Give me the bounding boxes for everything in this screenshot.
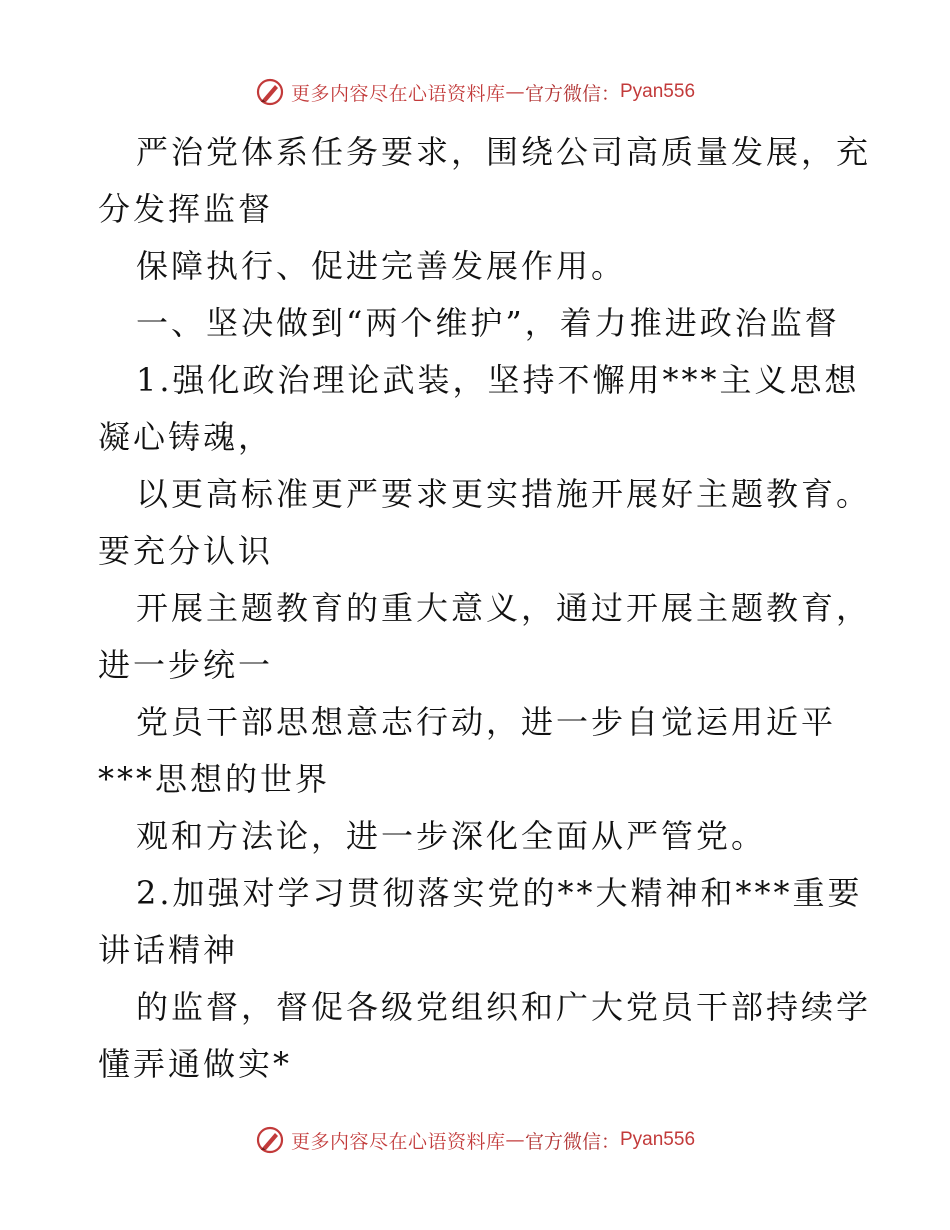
watermark-prefix: 更多内容尽在心语资料库 — [290, 82, 506, 105]
text-line: ***思想的世界 — [98, 760, 331, 798]
watermark-prefix: 更多内容尽在心语资料库 — [290, 1130, 506, 1153]
text-line: 讲话精神 — [98, 931, 239, 969]
text-line: 观和方法论，进一步深化全面从严管党。 — [136, 817, 767, 855]
text-line: 党员干部思想意志行动，进一步自觉运用近平 — [136, 703, 837, 741]
text-line: 凝心铸魂， — [98, 418, 274, 456]
text-line: 分发挥监督 — [98, 190, 274, 228]
watermark-dash: — — [505, 1129, 525, 1151]
text-line: 以更高标准更严要求更实措施开展好主题教育。 — [136, 475, 872, 513]
text-line: 2.加强对学习贯彻落实党的**大精神和***重要 — [136, 874, 863, 912]
text-line: 要充分认识 — [98, 532, 274, 570]
watermark-id: Pyan556 — [620, 81, 696, 102]
header-watermark — [0, 72, 950, 112]
section-heading: 一、坚决做到“两个维护”，着力推进政治监督 — [136, 304, 840, 342]
pen-logo-icon — [255, 77, 285, 107]
watermark-id: Pyan556 — [620, 1129, 696, 1150]
text-line: 进一步统一 — [98, 646, 274, 684]
text-line: 保障执行、促进完善发展作用。 — [136, 247, 627, 285]
watermark-label: 官方微信： — [524, 1130, 620, 1153]
watermark-dash: — — [505, 81, 525, 103]
text-line: 严治党体系任务要求，围绕公司高质量发展，充 — [136, 133, 872, 171]
text-line: 开展主题教育的重大意义，通过开展主题教育， — [136, 589, 872, 627]
watermark-label: 官方微信： — [524, 82, 620, 105]
footer-watermark — [0, 1120, 950, 1160]
text-line: 1.强化政治理论武装，坚持不懈用***主义思想 — [136, 361, 860, 399]
document-body — [98, 124, 872, 1093]
text-line: 的监督，督促各级党组织和广大党员干部持续学 — [136, 988, 872, 1026]
pen-logo-icon — [255, 1125, 285, 1155]
text-line: 懂弄通做实* — [98, 1045, 293, 1083]
